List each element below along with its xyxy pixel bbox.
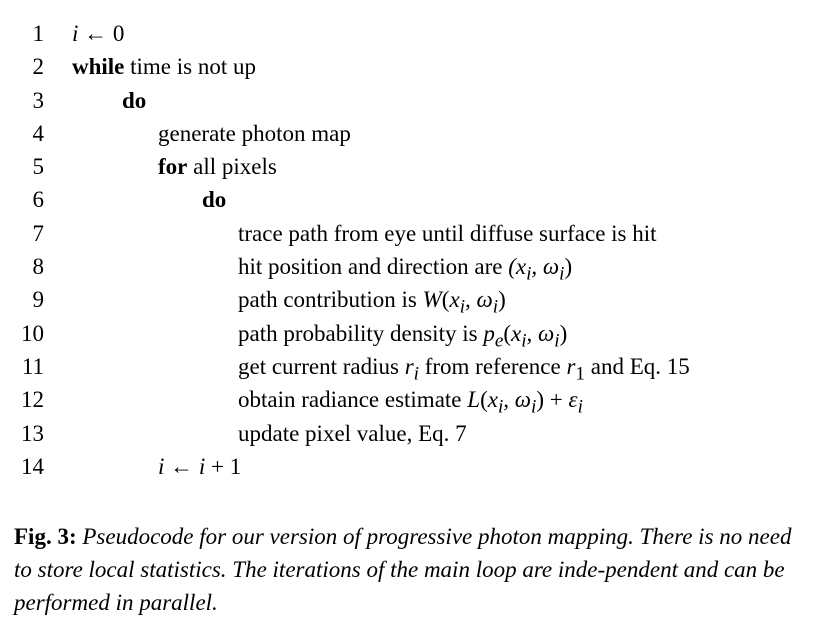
math-subscript: 1 (575, 363, 585, 385)
math-x: x (487, 387, 498, 413)
variable-i: i (198, 453, 206, 479)
algo-line-7 (0, 217, 831, 250)
math-L: L (467, 387, 481, 413)
line-number: 5 (32, 154, 44, 180)
math-x: (x (508, 254, 527, 280)
math-paren: ( (480, 387, 488, 413)
math-paren: ) (498, 287, 506, 313)
condition-text: time is not up (124, 54, 257, 80)
line-number: 13 (21, 420, 44, 446)
line-number: 4 (32, 120, 44, 146)
math-paren: ( (503, 320, 511, 346)
math-omega: , ω (526, 320, 555, 346)
figure-label: Fig. 3: (14, 524, 77, 549)
line-content (238, 417, 467, 450)
statement-text: trace path from eye until diffuse surface is hit (238, 220, 657, 246)
line-number: 3 (32, 87, 44, 113)
statement-text: path probability density is (238, 320, 484, 346)
line-content (72, 17, 124, 50)
line-content (202, 183, 226, 216)
algo-line-9 (0, 283, 831, 316)
line-number: 2 (32, 54, 44, 80)
algo-line-11 (0, 350, 831, 383)
algo-line-1 (0, 17, 831, 50)
figure-caption (14, 520, 814, 619)
math-omega: , ω (503, 387, 532, 413)
algorithm-listing (0, 17, 831, 483)
math-subscript: i (554, 330, 560, 352)
plus-one: + 1 (205, 453, 242, 479)
math-r: r (404, 353, 414, 379)
math-subscript: e (494, 330, 504, 352)
algo-line-4 (0, 117, 831, 150)
math-omega: , ω (465, 287, 493, 313)
line-content (158, 150, 277, 183)
line-number: 9 (32, 287, 44, 313)
statement-text: from reference (418, 353, 567, 379)
line-content (238, 217, 657, 250)
math-subscript: i (559, 263, 565, 285)
algo-line-2 (0, 50, 831, 83)
algo-line-10 (0, 317, 831, 350)
keyword-for: for (158, 154, 188, 180)
statement-text: update pixel value, Eq. 7 (238, 420, 467, 446)
line-number: 7 (32, 220, 44, 246)
keyword-do: do (122, 87, 147, 113)
line-number: 6 (32, 187, 44, 213)
line-content (158, 450, 241, 483)
math-subscript: i (497, 396, 504, 418)
math-paren: ) (564, 254, 573, 280)
math-paren: ) (559, 320, 568, 346)
caption-text: Pseudocode for our version of progressive photon mapping. There is no need to store local statistics. The iterations of the main loop are inde-pendent and can be performed in parallel. (14, 524, 792, 615)
math-p: p (483, 320, 495, 346)
line-number: 12 (21, 387, 44, 413)
algo-line-5 (0, 150, 831, 183)
assign-zero: ← 0 (78, 21, 125, 46)
math-subscript: i (526, 263, 532, 285)
math-r: r (566, 353, 576, 379)
keyword-do: do (202, 187, 227, 213)
variable-i: i (72, 21, 79, 46)
keyword-while: while (72, 54, 125, 80)
statement-text: path contribution is (238, 287, 423, 313)
math-W: W (422, 287, 442, 313)
line-content (72, 50, 256, 83)
algo-line-14 (0, 450, 831, 483)
math-subscript: i (459, 296, 466, 318)
statement-text: obtain radiance estimate (238, 387, 468, 413)
algo-line-8 (0, 250, 831, 283)
line-number: 14 (21, 453, 44, 479)
math-subscript: i (492, 296, 499, 318)
math-subscript: i (521, 330, 527, 352)
assign-arrow: ← (164, 453, 199, 479)
line-content (122, 84, 146, 117)
math-subscript: i (413, 363, 419, 385)
math-x: x (511, 320, 522, 346)
statement-text: get current radius (238, 353, 405, 379)
math-subscript: i (531, 396, 537, 418)
line-number: 11 (21, 353, 44, 379)
math-x: x (449, 287, 460, 313)
math-paren: ( (441, 287, 450, 313)
algo-line-3 (0, 84, 831, 117)
line-number: 1 (32, 21, 44, 46)
line-number: 8 (32, 254, 44, 280)
line-content (158, 117, 351, 150)
math-plus: ) + (536, 387, 569, 413)
statement-text: generate photon map (158, 120, 351, 146)
algo-line-13 (0, 417, 831, 450)
algo-line-6 (0, 183, 831, 216)
math-subscript: i (577, 396, 583, 418)
math-epsilon: ε (568, 387, 578, 413)
statement-text: and Eq. 15 (584, 353, 690, 379)
statement-text: hit position and direction are (238, 254, 509, 280)
math-omega: , ω (531, 254, 560, 280)
variable-i: i (158, 453, 165, 479)
line-number: 10 (21, 320, 44, 346)
loop-text: all pixels (187, 154, 277, 180)
algo-line-12 (0, 383, 831, 416)
